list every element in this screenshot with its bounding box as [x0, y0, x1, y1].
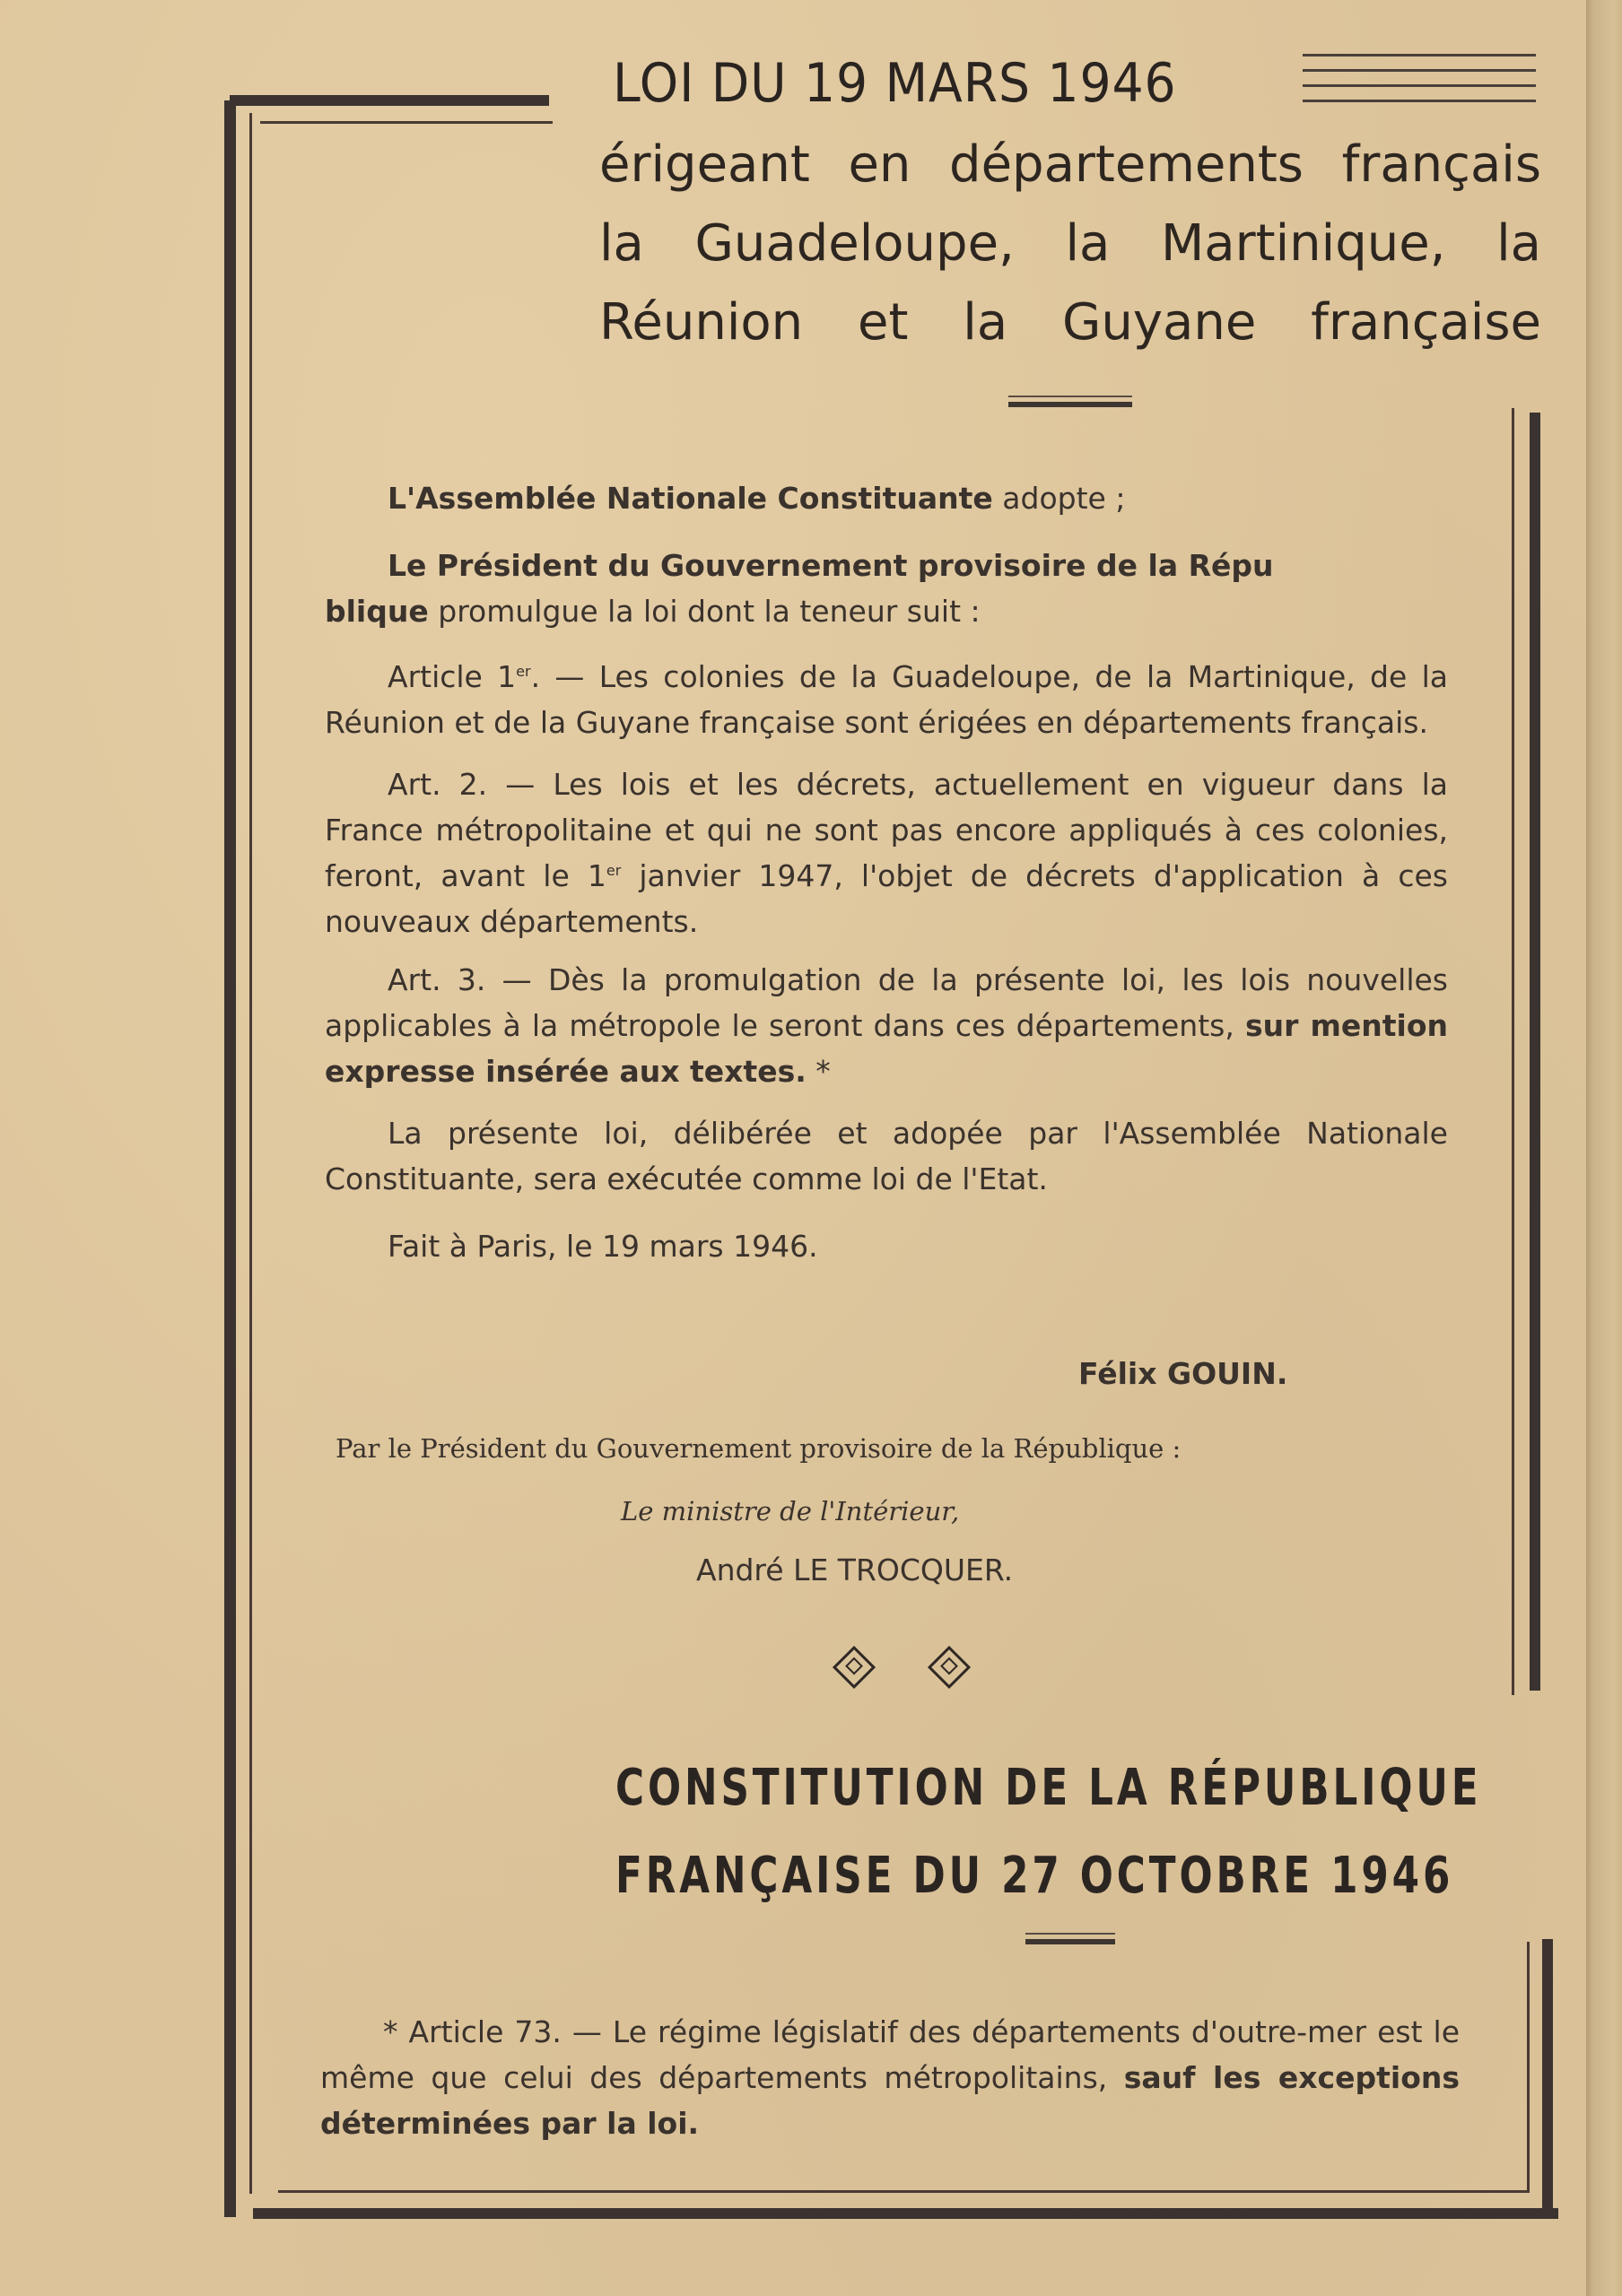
subtitle-line-2: la Guadeloupe, la Martinique, la	[599, 214, 1541, 273]
promulgation	[325, 543, 1448, 634]
frame-outer-left	[224, 100, 236, 2217]
law-subtitle	[599, 126, 1541, 362]
promulgation-president-b: blique	[325, 594, 429, 629]
double-diamond-icon	[833, 1646, 876, 1689]
countersign-intro: Par le Président du Gouvernement provisoire de la République :	[336, 1433, 1182, 1464]
frame-outer-top	[230, 95, 549, 106]
page-edge	[1586, 0, 1622, 2296]
separator-rule-1	[1008, 396, 1132, 407]
frame-inner-left	[249, 113, 252, 2194]
article-3	[325, 957, 1448, 1094]
subtitle-line-1: érigeant en départements français	[599, 135, 1541, 194]
done-at: Fait à Paris, le 19 mars 1946.	[388, 1229, 818, 1264]
preamble-verb: adopte ;	[1002, 481, 1126, 516]
article-3-text: Art. 3. — Dès la promulgation de la présente loi, les lois nouvelles applicables à la métropole le seront dans ces départements,	[325, 962, 1448, 1043]
frame-outer-right-upper	[1530, 413, 1540, 1691]
signatory: Félix GOUIN.	[1078, 1356, 1288, 1391]
frame-inner-bottom	[278, 2190, 1527, 2193]
promulgation-president-a: Le Président du Gouvernement provisoire de la Répu	[388, 548, 1274, 583]
article-1-label: Article 1	[388, 659, 517, 694]
article-1-sup: er	[516, 663, 531, 680]
promulgation-text: promulgue la loi dont la teneur suit :	[438, 594, 981, 629]
double-diamond-icon	[928, 1646, 971, 1689]
frame-outer-right-lower	[1542, 1939, 1553, 2217]
article-1-text: . — Les colonies de la Guadeloupe, de la Martinique, de la Réunion et de la Guyane française sont érigées en départements français.	[325, 659, 1448, 740]
subtitle-line-3: Réunion et la Guyane française	[599, 293, 1541, 352]
separator-rule-2	[1025, 1933, 1115, 1944]
footnote-text: * Article 73. — Le régime législatif des départements d'outre-mer est le même que celui des départements métropolitains,	[320, 2014, 1460, 2095]
constitution-title-line-1: CONSTITUTION DE LA RÉPUBLIQUE	[615, 1759, 1482, 1817]
law-title: LOI DU 19 MARS 1946	[613, 52, 1177, 115]
footnote-article-73	[320, 2009, 1460, 2146]
frame-outer-bottom	[253, 2208, 1558, 2219]
article-3-bold: sur mention expresse insérée aux textes.	[325, 1008, 1448, 1089]
article-2-text-b: janvier 1947, l'objet de décrets d'application à ces nouveaux départements.	[325, 858, 1448, 939]
constitution-title	[615, 1744, 1481, 1920]
article-2-sup: er	[606, 862, 622, 879]
article-3-footnote-mark: *	[815, 1054, 831, 1089]
preamble-assembly: L'Assemblée Nationale Constituante	[388, 481, 993, 516]
title-rules	[1303, 54, 1536, 109]
minister-title: Le ministre de l'Intérieur,	[621, 1496, 960, 1526]
frame-inner-right-lower	[1527, 1942, 1530, 2193]
article-2	[325, 761, 1448, 944]
frame-inner-top	[260, 121, 553, 124]
footnote-bold: sauf les exceptions déterminées par la loi.	[320, 2060, 1461, 2141]
minister-name: André LE TROCQUER.	[696, 1552, 1014, 1587]
frame-inner-right-upper	[1512, 408, 1514, 1695]
preamble	[325, 475, 1448, 521]
law-body	[325, 475, 1448, 1269]
closing-clause: La présente loi, délibérée et adopée par l'Assemblée Nationale Constituante, sera exécutée comme loi de l'Etat.	[325, 1116, 1448, 1196]
article-1	[325, 654, 1448, 745]
article-2-text-a: Art. 2. — Les lois et les décrets, actuellement en vigueur dans la France métropolitaine et qui ne sont pas encore appliqués à ces colonies, feront, avant le 1	[325, 767, 1448, 893]
constitution-title-line-2: FRANÇAISE DU 27 OCTOBRE 1946	[615, 1847, 1454, 1905]
